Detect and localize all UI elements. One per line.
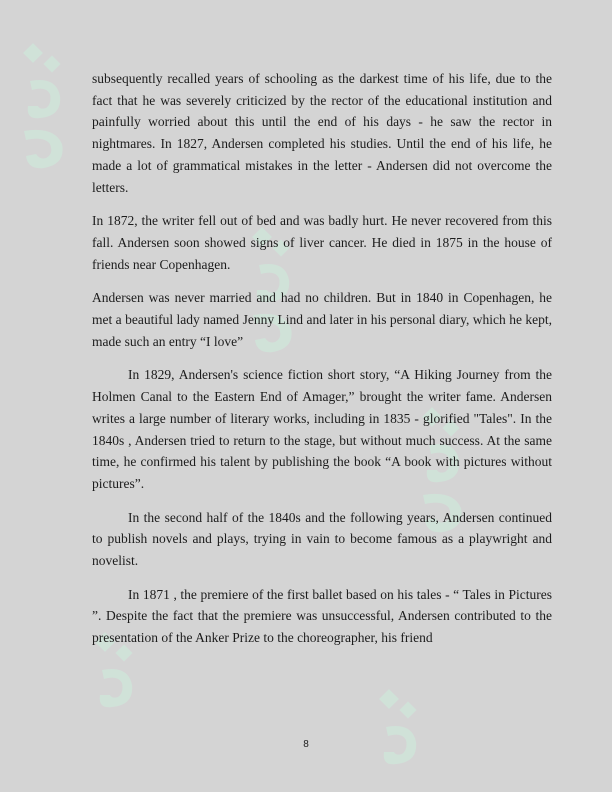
watermark-logo-icon [16,36,76,186]
watermark-logo-icon [372,682,432,792]
body-text [92,68,552,661]
paragraph: In 1871 , the premiere of the first ballet based on his tales - “ Tales in Pictures ”. Despite the fact that the premiere was unsuccessful, Andersen contributed to the presentation of the Anker Prize to the choreographer, his friend [92,586,552,646]
paragraph: In the second half of the 1840s and the following years, Andersen continued to publish novels and plays, trying in vain to become famous as a playwright and novelist. [92,509,552,569]
paragraph: In 1829, Andersen's science fiction short story, “A Hiking Journey from the Holmen Canal to the Eastern End of Amager,” brought the writer fame. Andersen writes a large number of literary works, including in 1835 - glorified "Tales". In the 1840s , Andersen tried to return to the stage, but without much success. At the same time, he confirmed his talent by publishing the book “A book with pictures without pictures”. [92,367,552,491]
paragraph: In 1872, the writer fell out of bed and was badly hurt. He never recovered from this fall. Andersen soon showed signs of liver cancer. He died in 1875 in the house of friends near Copenhagen. [92,213,552,272]
paragraph: subsequently recalled years of schooling as the darkest time of his life, due to the fact that he was severely criticized by the rector of the educational institution and painfully worried about this until the end of his days - he saw the rector in nightmares. In 1827, Andersen completed his studies. Until the end of his life, he made a lot of grammatical mistakes in the letter - Andersen did not overcome the letters. [92,71,552,195]
page-number: 8 [303,739,309,750]
paragraph: Andersen was never married and had no children. But in 1840 in Copenhagen, he met a beautiful lady named Jenny Lind and later in his personal diary, which he kept, made such an entry “I love” [92,290,552,349]
